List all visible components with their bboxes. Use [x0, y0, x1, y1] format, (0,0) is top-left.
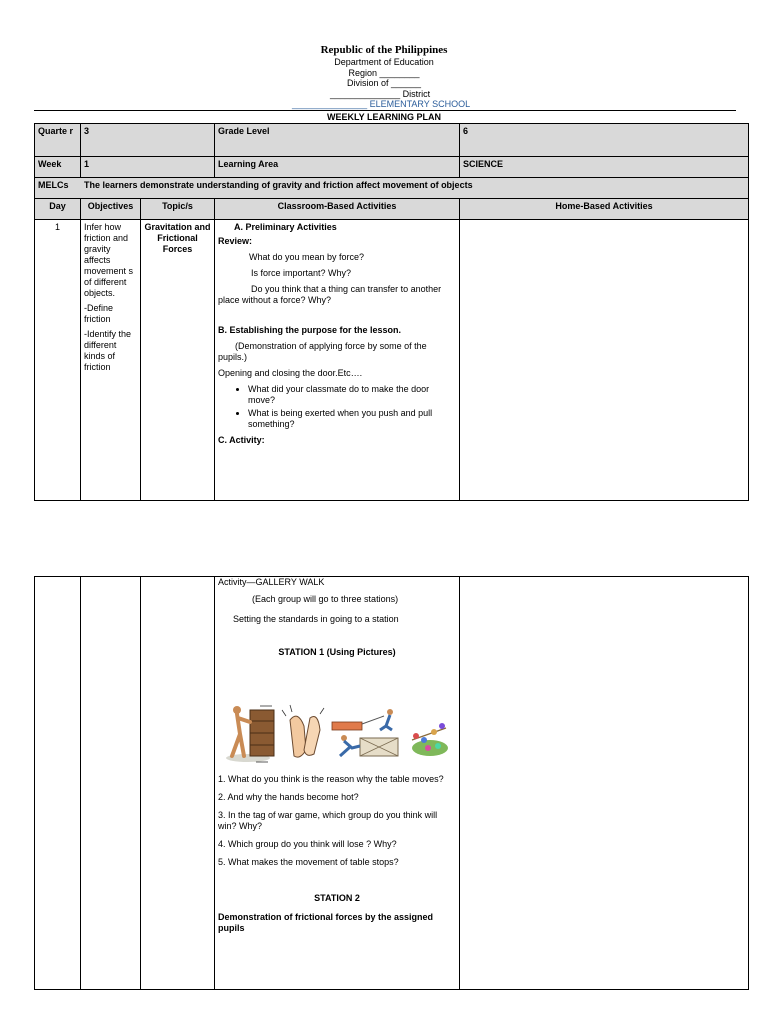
col-topics: Topic/s [162, 201, 193, 211]
week-value: 1 [84, 159, 90, 169]
question-4: 4. Which group do you think will lose ? Why? [218, 839, 397, 849]
day-value: 1 [54, 222, 60, 232]
learning-area-value: SCIENCE [463, 159, 504, 169]
station2-demo: Demonstration of frictional forces by the assigned pupils [218, 912, 434, 933]
objectives-cell [81, 220, 140, 375]
republic-heading: Republic of the Philippines [320, 44, 448, 56]
question-5: 5. What makes the movement of table stops? [218, 857, 399, 867]
activity-heading: C. Activity: [218, 435, 265, 445]
col-classroom: Classroom-Based Activities [277, 201, 397, 211]
learning-area-label: Learning Area [218, 159, 279, 169]
division-line: Division of ______ [346, 78, 422, 88]
quarter-label: Quarte r [38, 126, 74, 136]
pulling-crate-icon [332, 709, 398, 756]
objective-main: Infer how friction and gravity affects movement s of different objects. [84, 222, 134, 298]
col-objectives: Objectives [87, 201, 134, 211]
opening-text: Opening and closing the door.Etc…. [218, 368, 363, 378]
district-line: ______________ District [330, 89, 431, 99]
bullet-list [218, 384, 456, 430]
bullet-door: • What did your classmate do to make the door move? [248, 384, 456, 406]
classroom-activities-cell-2 [215, 576, 459, 660]
topic-value: Gravitation and Frictional Forces [144, 222, 211, 254]
pushing-box-icon [226, 706, 274, 762]
col-home: Home-Based Activities [555, 201, 653, 211]
standards-note: Setting the standards in going to a station [233, 614, 399, 624]
col-day: Day [49, 201, 66, 211]
melcs-value: The learners demonstrate understanding of gravity and friction affect movement of objects [84, 180, 473, 190]
bullet-exerted: • What is being exerted when you push and pull something? [248, 408, 456, 430]
objective-define: -Define friction [84, 303, 114, 324]
objective-identify: -Identify the different kinds of friction [84, 329, 132, 372]
question-3: 3. In the tag of war game, which group do you think will win? Why? [218, 810, 438, 831]
station1-heading: STATION 1 (Using Pictures) [278, 647, 396, 657]
melcs-label: MELCs [38, 180, 69, 190]
school-line: _______________ ELEMENTARY SCHOOL [292, 99, 471, 109]
question-important: Is force important? Why? [251, 268, 352, 278]
department-heading: Department of Education [334, 57, 434, 67]
region-line: Region ________ [348, 68, 420, 78]
tug-of-war-icon [412, 723, 448, 756]
classroom-activities-cell [215, 220, 459, 448]
question-1: 1. What do you think is the reason why the table moves? [218, 774, 444, 784]
question-force: What do you mean by force? [249, 252, 365, 262]
station1-questions [215, 772, 459, 936]
station1-pictures [220, 700, 452, 766]
header-rule [34, 110, 736, 111]
rubbing-hands-icon [282, 705, 324, 757]
gallery-walk: Activity—GALLERY WALK [218, 577, 325, 587]
grade-level-label: Grade Level [218, 126, 270, 136]
station2-heading: STATION 2 [314, 893, 360, 903]
plan-title: WEEKLY LEARNING PLAN [326, 112, 441, 122]
question-transfer: Do you think that a thing can transfer to another place without a force? Why? [218, 284, 442, 305]
grade-level-value: 6 [463, 126, 469, 136]
quarter-value: 3 [84, 126, 90, 136]
question-2: 2. And why the hands become hot? [218, 792, 359, 802]
purpose-heading: B. Establishing the purpose for the lesson. [218, 325, 402, 335]
stations-note: (Each group will go to three stations) [252, 594, 399, 604]
week-label: Week [38, 159, 62, 169]
review-heading: Review: [218, 236, 253, 246]
prelim-heading: A. Preliminary Activities [234, 222, 337, 232]
demo-text: (Demonstration of applying force by some of the pupils.) [218, 341, 427, 362]
home-activities-cell [460, 220, 748, 224]
